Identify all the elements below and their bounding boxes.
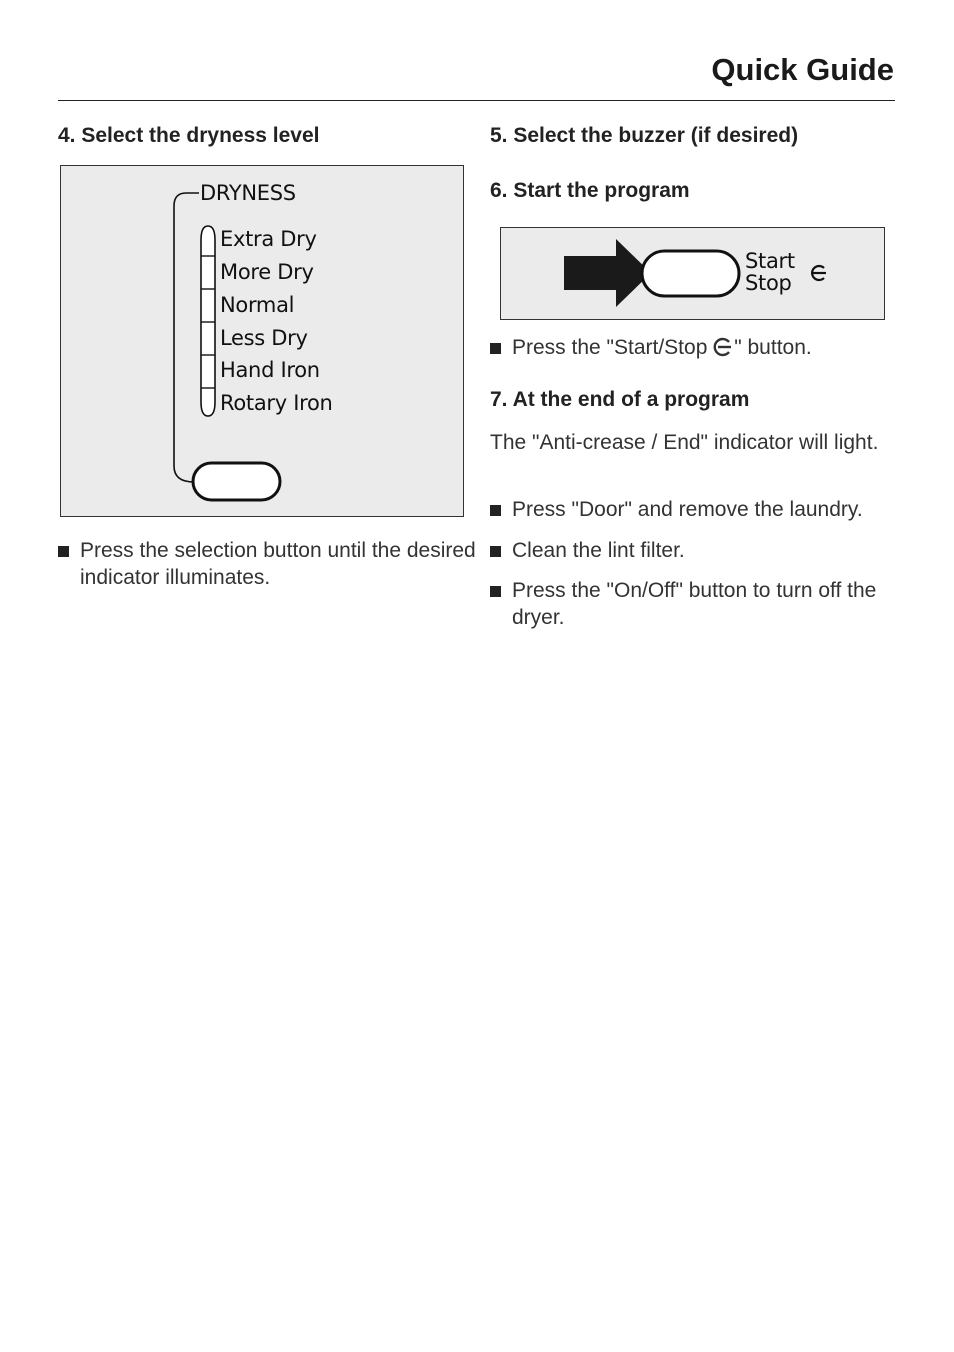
page-title: Quick Guide	[711, 52, 894, 87]
dryness-option-less-dry: Less Dry	[220, 326, 308, 350]
step7-bullet-text: Press the "On/Off" button to turn off the dryer.	[512, 579, 877, 629]
square-bullet-icon	[490, 343, 501, 354]
step7-heading: 7. At the end of a program	[490, 388, 750, 411]
press-arrow-icon	[501, 228, 886, 321]
stop-label: Stop	[745, 271, 792, 295]
dryness-option-hand-iron: Hand Iron	[220, 358, 320, 382]
step6-bullet-text-after: " button.	[734, 336, 812, 359]
step7-bullet-door	[490, 496, 922, 523]
step7-bullet-text: Clean the lint filter.	[512, 539, 685, 562]
dryness-option-rotary-iron: Rotary Iron	[220, 391, 333, 415]
step5-heading: 5. Select the buzzer (if desired)	[490, 124, 799, 147]
header-rule	[58, 100, 895, 101]
step4-heading: 4. Select the dryness level	[58, 124, 320, 147]
dryness-group-label: DRYNESS	[200, 181, 296, 205]
step4-bullet	[58, 537, 480, 591]
start-label: Start	[745, 249, 795, 273]
square-bullet-icon	[58, 546, 69, 557]
step7-bullet-text: Press "Door" and remove the laundry.	[512, 498, 863, 521]
step7-paragraph: The "Anti-crease / End" indicator will light.	[490, 431, 879, 454]
square-bullet-icon	[490, 546, 501, 557]
start-stop-panel-illustration	[500, 227, 885, 320]
square-bullet-icon	[490, 505, 501, 516]
step7-bullet-lint	[490, 537, 912, 564]
dryness-option-normal: Normal	[220, 293, 295, 317]
step4-bullet-text: Press the selection button until the desired indicator illuminates.	[80, 539, 476, 589]
step6-heading: 6. Start the program	[490, 179, 690, 202]
step7-bullet-onoff	[490, 577, 912, 631]
dryness-option-extra-dry: Extra Dry	[220, 227, 317, 251]
dryness-option-more-dry: More Dry	[220, 260, 314, 284]
step6-bullet-text-before: Press the "Start/Stop	[512, 336, 714, 359]
dryness-panel-illustration	[60, 165, 464, 517]
start-stop-icon	[713, 337, 734, 357]
step6-bullet	[490, 334, 912, 361]
start-stop-icon	[812, 266, 826, 280]
square-bullet-icon	[490, 586, 501, 597]
